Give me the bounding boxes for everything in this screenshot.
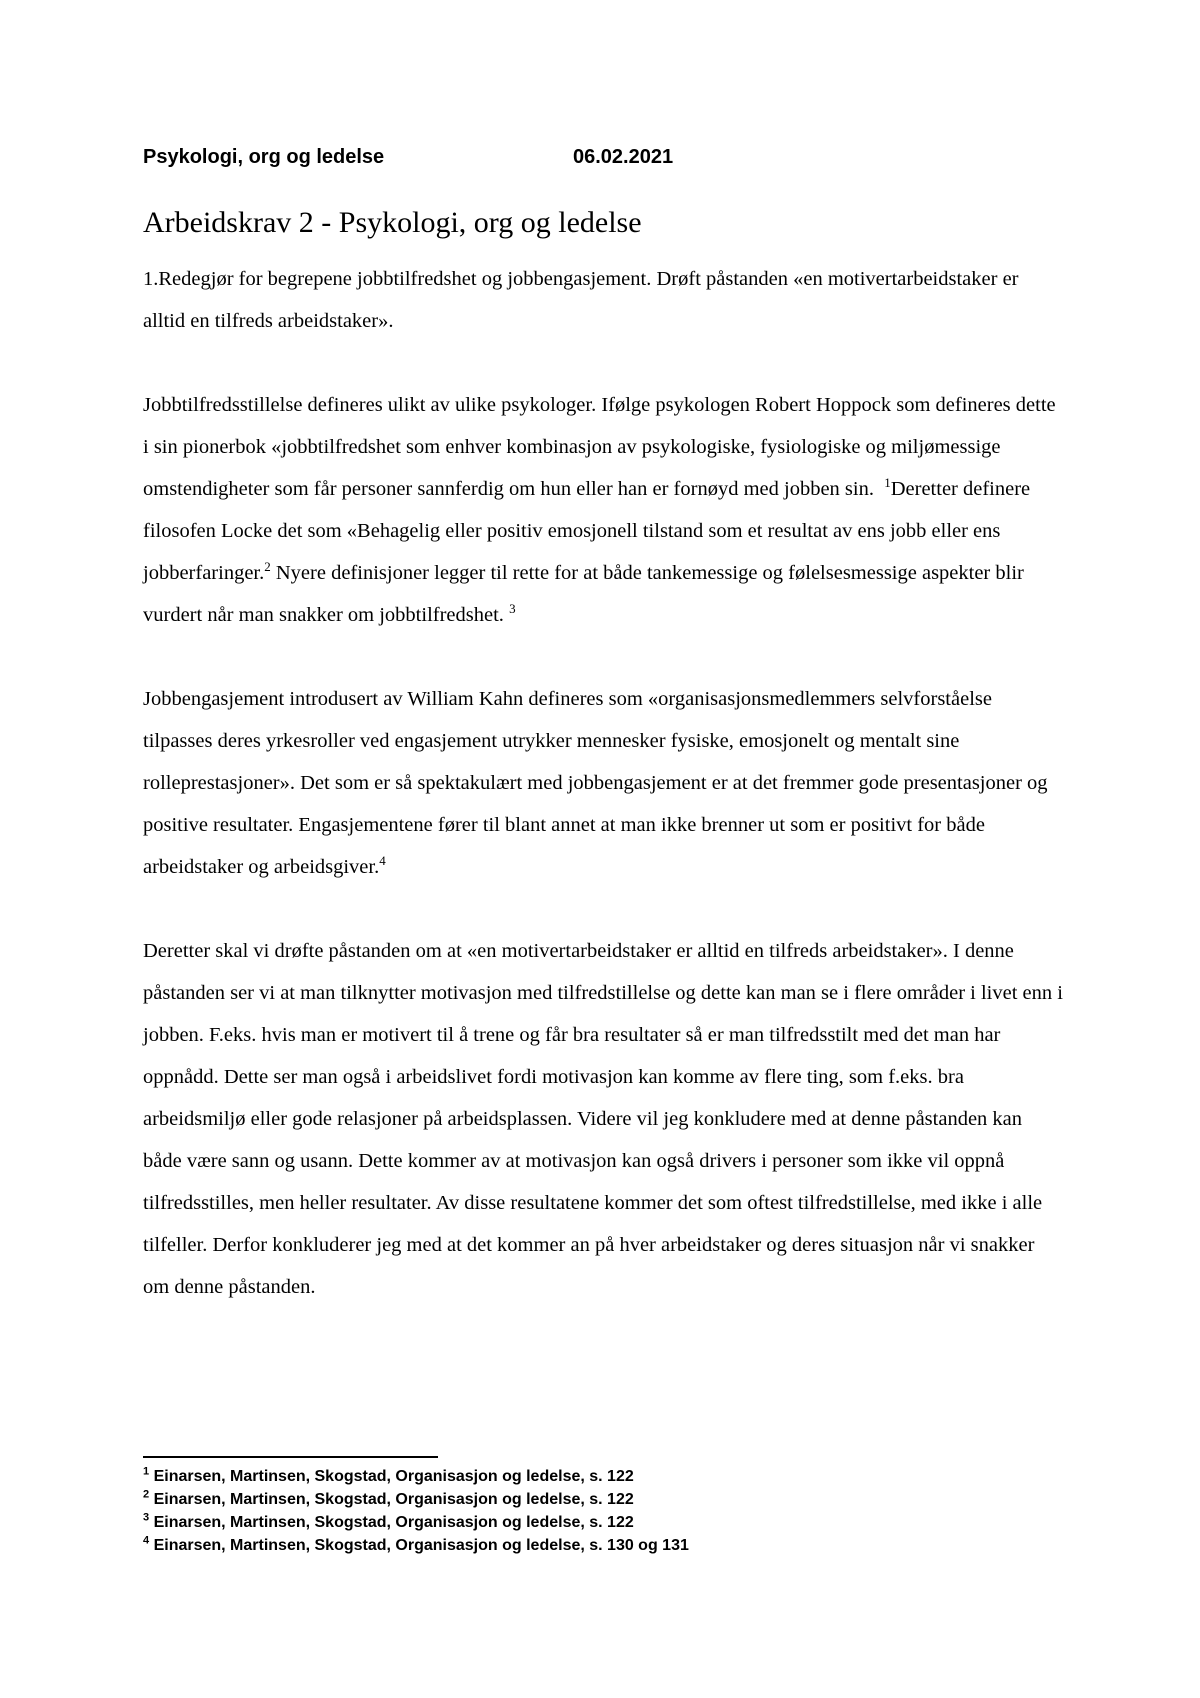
footnote-separator	[143, 1456, 438, 1458]
document-title: Arbeidskrav 2 - Psykologi, org og ledelse	[143, 206, 642, 239]
header-date: 06.02.2021	[573, 146, 674, 168]
footnote-ref[interactable]: 4	[379, 853, 386, 869]
assignment-question: 1.Redegjør for begrepene jobbtilfredshet og jobbengasjement. Drøft påstanden «en motivertarbeidstaker er alltid en tilfreds arbeidstaker».	[143, 268, 1019, 332]
paragraph-text: Jobbengasjement introdusert av William Kahn defineres som «organisasjonsmedlemmers selvforståelse tilpasses deres yrkesroller ved engasjement utrykker mennesker fysiske, emosjonelt og mentalt sine rolleprestasjoner». Det som er så spektakulært med jobbengasjement er at det fremmer gode presentasjoner og positive resultater. Engasjementene fører til blant annet at man ikke brenner ut som er positivt for både arbeidstaker og arbeidsgiver.	[143, 688, 1048, 878]
paragraph-jobbengasjement	[143, 678, 1063, 888]
paragraph-text: Nyere definisjoner legger til rette for at både tankemessige og følelsesmessige aspekter blir vurdert når man snakker om jobbtilfredshet.	[143, 562, 1024, 626]
document-body	[143, 258, 1063, 1350]
footnote-item	[143, 1488, 1043, 1511]
footnote-number: 1	[143, 1465, 150, 1478]
paragraph-text: Jobbtilfredsstillelse defineres ulikt av ulike psykologer. Ifølge psykologen Robert Hoppock som defineres dette i sin pionerbok «jobbtilfredshet som enhver kombinasjon av psykologiske, fysiologiske og miljømessige omstendigheter som får personer sannferdig om hun eller han er fornøyd med jobben sin.	[143, 394, 1056, 500]
footnote-text: Einarsen, Martinsen, Skogstad, Organisasjon og ledelse, s. 130 og 131	[149, 1537, 689, 1554]
footnote-number: 4	[143, 1534, 150, 1547]
document-header	[143, 146, 1043, 176]
footnote-text: Einarsen, Martinsen, Skogstad, Organisasjon og ledelse, s. 122	[149, 1491, 634, 1508]
footnote-ref[interactable]: 3	[509, 601, 516, 617]
paragraph-text: Deretter definere filosofen Locke det som «Behagelig eller positiv emosjonell tilstand som et resultat av ens jobb eller ens jobberfaringer.	[143, 478, 1031, 584]
footnote-text: Einarsen, Martinsen, Skogstad, Organisasjon og ledelse, s. 122	[149, 1514, 634, 1531]
footnote-item	[143, 1465, 1043, 1488]
footnote-number: 3	[143, 1511, 150, 1524]
header-course: Psykologi, org og ledelse	[143, 146, 385, 168]
paragraph-jobbtilfredshet	[143, 384, 1063, 636]
footnote-text: Einarsen, Martinsen, Skogstad, Organisasjon og ledelse, s. 122	[149, 1468, 634, 1485]
footnote-ref[interactable]: 2	[264, 559, 271, 575]
footnote-item	[143, 1511, 1043, 1534]
footnote-ref[interactable]: 1	[884, 475, 891, 491]
footnotes-section	[143, 1465, 1043, 1557]
paragraph-discussion: Deretter skal vi drøfte påstanden om at «en motivertarbeidstaker er alltid en tilfreds arbeidstaker». I denne påstanden ser vi at man tilknytter motivasjon med tilfredstillelse og dette kan man se i flere områder i livet enn i jobben. F.eks. hvis man er motivert til å trene og får bra resultater så er man tilfredsstilt med det man har oppnådd. Dette ser man også i arbeidslivet fordi motivasjon kan komme av flere ting, som f.eks. bra arbeidsmiljø eller gode relasjoner på arbeidsplassen. Videre vil jeg konkludere med at denne påstanden kan både være sann og usann. Dette kommer av at motivasjon kan også drivers i personer som ikke vil oppnå tilfredsstilles, men heller resultater. Av disse resultatene kommer det som oftest tilfredstillelse, med ikke i alle tilfeller. Derfor konkluderer jeg med at det kommer an på hver arbeidstaker og deres situasjon når vi snakker om denne påstanden.	[143, 940, 1063, 1298]
footnote-item	[143, 1534, 1043, 1557]
footnote-number: 2	[143, 1488, 150, 1501]
